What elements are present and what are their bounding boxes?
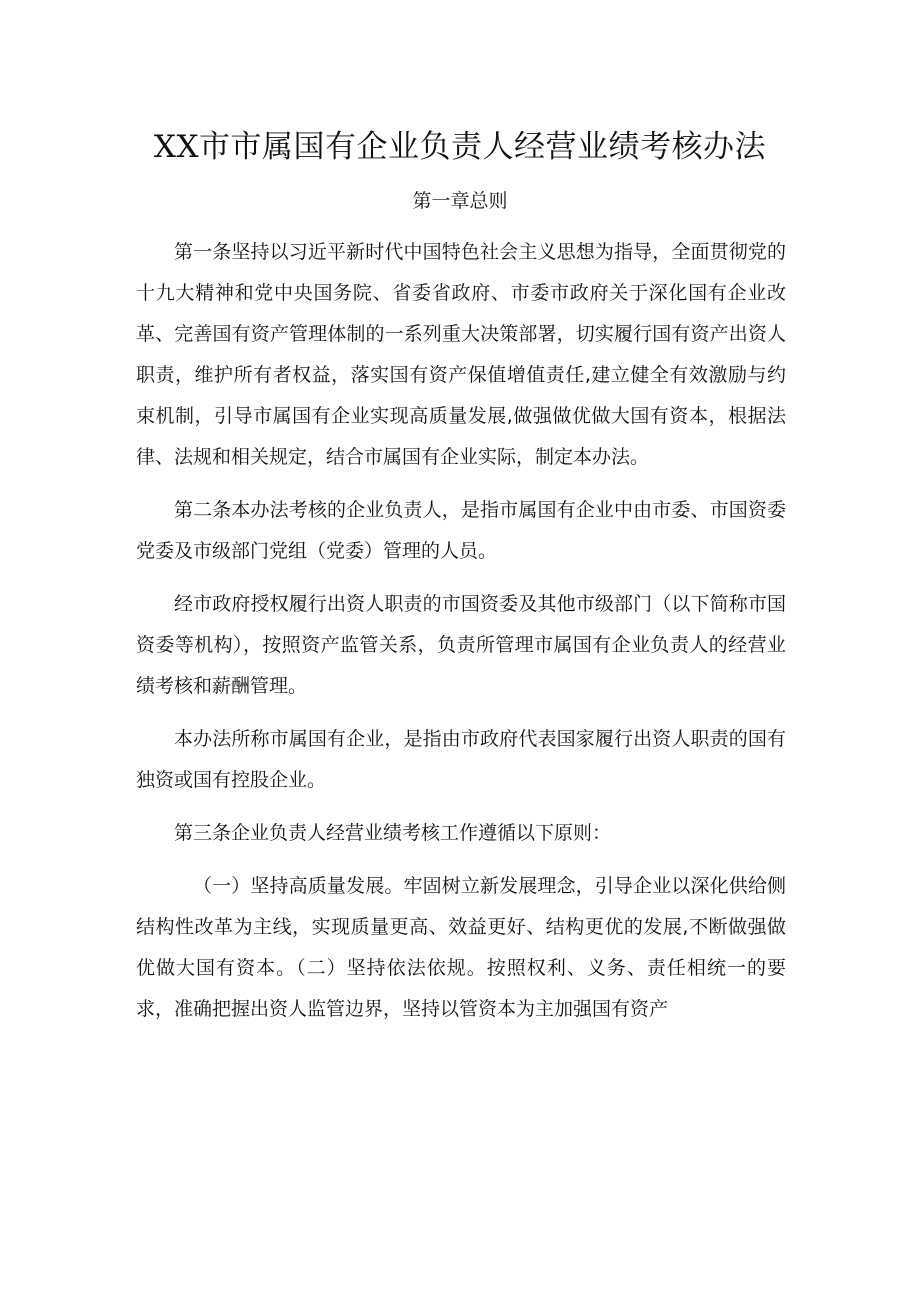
article-1-paragraph: 第一条坚持以习近平新时代中国特色社会主义思想为指导，全面贯彻党的十九大精神和党中央国务院、省委省政府、市委市政府关于深化国有企业改革、完善国有资产管理体制的一系列重大决策部署，切实履行国有资产出资人职责，维护所有者权益，落实国有资产保值增值责任,建立健全有效激励与约束机制，引导市属国有企业实现高质量发展,做强做优做大国有资本，根据法律、法规和相关规定，结合市属国有企业实际，制定本办法。 xyxy=(136,241,786,468)
document-body xyxy=(136,232,786,1030)
definition-paragraph: 本办法所称市属国有企业，是指由市政府代表国家履行出资人职责的国有独资或国有控股企业。 xyxy=(136,728,786,791)
article-3-paragraph: 第三条企业负责人经营业绩考核工作遵循以下原则： xyxy=(174,822,612,844)
document-title: XX市市属国有企业负责人经营业绩考核办法 xyxy=(153,129,767,165)
chapter-heading: 第一章总则 xyxy=(412,190,508,212)
article-2-paragraph: 第二条本办法考核的企业负责人，是指市属国有企业中由市委、市国资委党委及市级部门党组（党委）管理的人员。 xyxy=(136,499,786,562)
authorization-paragraph: 经市政府授权履行出资人职责的市国资委及其他市级部门（以下简称市国资委等机构），按照资产监管关系，负责所管理市属国有企业负责人的经营业绩考核和薪酬管理。 xyxy=(136,593,786,697)
principles-paragraph: （一）坚持高质量发展。牢固树立新发展理念，引导企业以深化供给侧结构性改革为主线，实现质量更高、效益更好、结构更优的发展,不断做强做优做大国有资本。（二）坚持依法依规。按照权利、义务、责任相统一的要求，准确把握出资人监管边界，坚持以管资本为主加强国有资产 xyxy=(136,875,786,1020)
